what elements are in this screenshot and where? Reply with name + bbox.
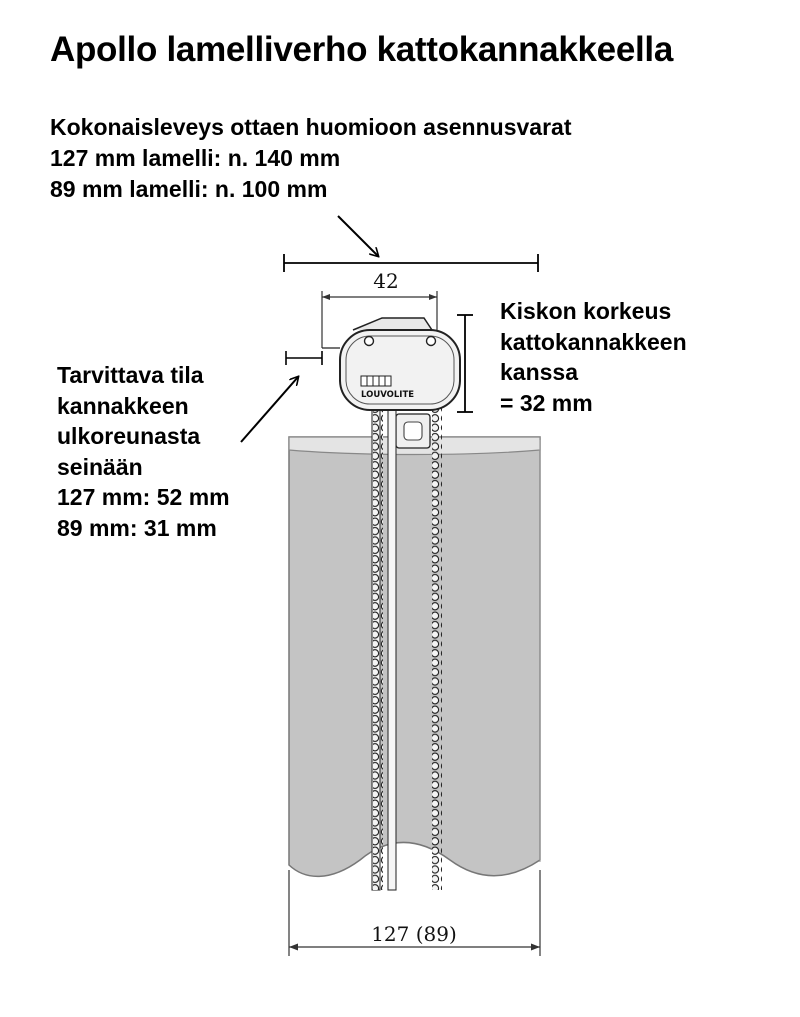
wall-clearance-pointer-arrow [241,377,298,442]
total-width-127: 127 mm lamelli: n. 140 mm [50,145,341,171]
wall-clearance-line-2: kannakkeen [57,392,189,419]
wall-clearance-127: 127 mm: 52 mm [57,484,230,510]
wall-clearance-line-3: ulkoreunasta [57,423,201,449]
ceiling-bracket [322,318,460,410]
svg-text:LOUVOLITE: LOUVOLITE [361,390,415,400]
total-width-pointer-arrow [338,216,378,256]
rail-height-line-2: kattokannakkeen [500,328,687,355]
wall-clearance-line-1: Tarvittava tila [57,362,204,388]
rail-height-value: = 32 mm [500,389,593,416]
rail-height-line-3: kanssa [500,359,579,385]
total-width-heading: Kokonaisleveys ottaen huomioon asennusvarat [50,114,572,140]
slat-panel [289,437,540,876]
wall-clearance-line-4: seinään [57,453,143,480]
left-bead-chain [373,405,383,890]
wall-clearance-89: 89 mm: 31 mm [57,514,217,541]
wall-clearance-dimension-line [286,351,322,365]
right-bead-chain [432,405,442,890]
slat-width-label: 127 (89) [371,922,457,946]
total-width-dimension-line [284,254,538,272]
total-width-89: 89 mm lamelli: n. 100 mm [50,176,328,202]
page-title: Apollo lamelliverho kattokannakkeella [50,30,674,69]
bracket-width-label: 42 [373,269,399,293]
slat-hanger [396,414,430,448]
rail-height-line-1: Kiskon korkeus [500,298,672,324]
